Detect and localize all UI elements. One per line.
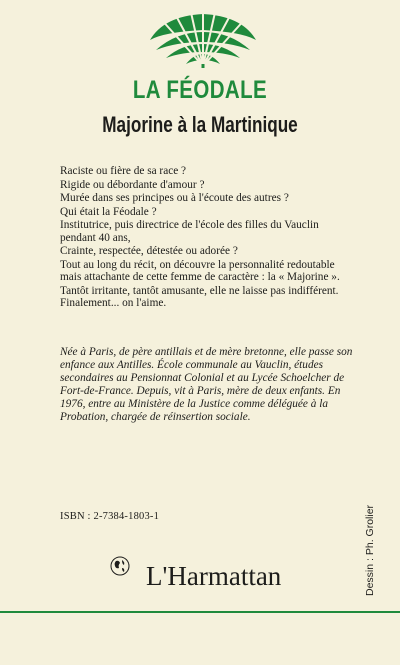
blurb-line: Qui était la Féodale ? (60, 205, 157, 218)
bottom-divider (0, 611, 400, 613)
blurb-line: Rigide ou débordante d'amour ? (60, 178, 205, 191)
blurb-line: Murée dans ses principes ou à l'écoute des autres ? (60, 192, 289, 204)
illustration-credit: Dessin : Ph. Grolier (364, 504, 376, 596)
author-bio: Née à Paris, de père antillais et de mère bretonne, elle passe son enfance aux Antilles. École communale au Vauclin, études secondaires au Pensionnat Colonial et au Lycée Schoelcher de Fort-de-France. Depuis, vit à Paris, mère de deux enfants. En 1976, entre au Ministère de la Justice comme déléguée à la Probation, chargée de réinsertion sociale. (60, 346, 353, 423)
globe-icon (110, 556, 130, 576)
blurb-line: Crainte, respectée, détestée ou adorée ? (60, 245, 238, 257)
publisher-name: L'Harmattan (146, 561, 282, 591)
blurb-line: Tantôt irritante, tantôt amusante, elle ne laisse pas indifférent. Finalement... on l'aime. (60, 284, 339, 309)
back-cover-blurb (60, 164, 352, 310)
blurb-line: Institutrice, puis directrice de l'école des filles du Vauclin pendant 40 ans, (60, 219, 319, 244)
book-subtitle: Majorine à la Martinique (102, 112, 298, 137)
book-title: LA FÉODALE (132, 76, 268, 104)
isbn: ISBN : 2-7384-1803-1 (60, 511, 160, 522)
blurb-line: Raciste ou fière de sa race ? (60, 165, 187, 177)
palm-fan-icon (146, 6, 260, 68)
blurb-line: Tout au long du récit, on découvre la personnalité redoutable mais attachante de cette femme de caractère : la « Majorine ». (60, 258, 340, 283)
